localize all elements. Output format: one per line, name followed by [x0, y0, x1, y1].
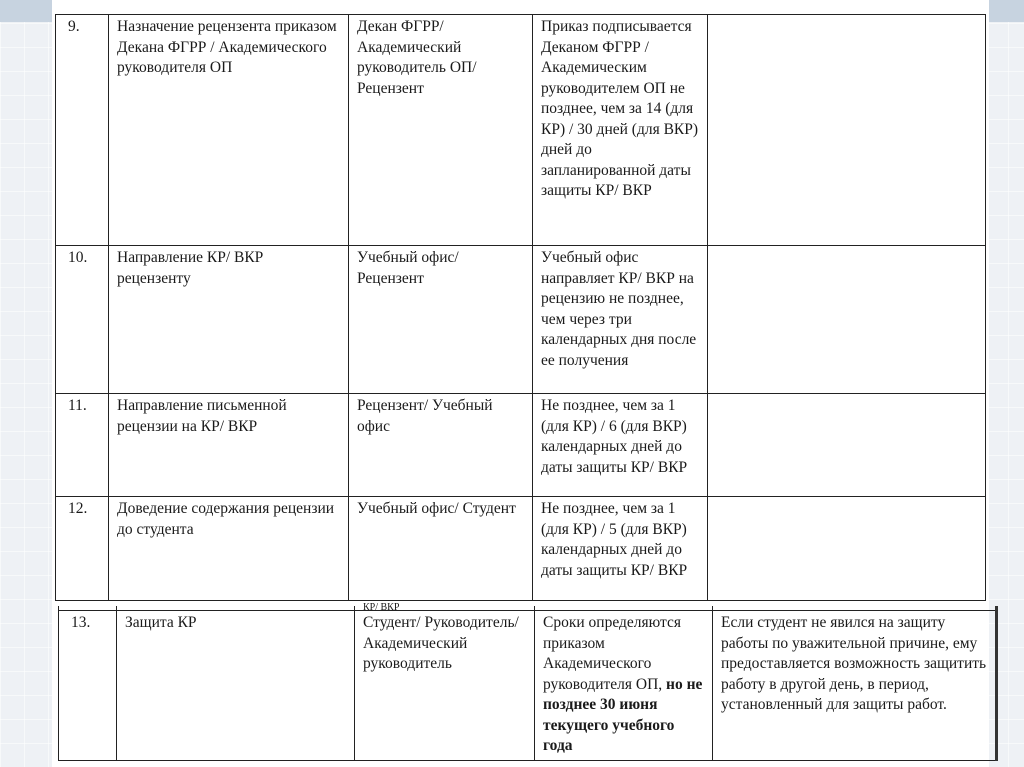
stage-cell: Защита КР	[117, 611, 355, 761]
responsible-cell: Рецензент/ Учебный офис	[349, 394, 533, 497]
table-row	[56, 246, 986, 394]
stage-cell: Назначение рецензента приказом Декана ФГРР / Академического руководителя ОП	[109, 15, 349, 246]
stage-cell: Доведение содержания рецензии до студента	[109, 497, 349, 601]
table-row	[56, 15, 986, 246]
note-cell	[708, 394, 986, 497]
note-cell: Если студент не явился на защиту работы по уважительной причине, ему предоставляется возможность защитить работу в другой день, в период, установленный для защиты работ.	[713, 611, 997, 761]
table-row	[56, 394, 986, 497]
deadline-text: Сроки определяются приказом Академического руководителя ОП,	[543, 614, 681, 693]
note-cell	[708, 497, 986, 601]
deadline-cell: Не позднее, чем за 1 (для КР) / 6 (для ВКР) календарных дней до даты защиты КР/ ВКР	[533, 394, 708, 497]
deadline-cell: Не позднее, чем за 1 (для КР) / 5 (для ВКР) календарных дней до даты защиты КР/ ВКР	[533, 497, 708, 601]
row-number: 12.	[56, 497, 109, 601]
row-number: 13.	[59, 611, 117, 761]
responsible-cell: Учебный офис/ Студент	[349, 497, 533, 601]
responsible-cell: Учебный офис/ Рецензент	[349, 246, 533, 394]
deadline-bold-text: но не позднее 30 июня текущего учебного года	[543, 675, 703, 754]
deadline-cell: Приказ подписывается Деканом ФГРР / Академическим руководителем ОП не позднее, чем за 14 (для КР) / 30 дней (для ВКР) дней до запланированной даты защиты КР/ ВКР	[533, 15, 708, 246]
note-cell	[708, 246, 986, 394]
clipped-text: КР/ ВКР	[355, 606, 535, 611]
responsible-cell: Студент/ Руководитель/ Академический руководитель	[355, 611, 535, 761]
procedure-table-upper	[55, 14, 986, 601]
procedure-table-lower	[58, 602, 998, 761]
responsible-cell: Декан ФГРР/ Академический руководитель ОП/ Рецензент	[349, 15, 533, 246]
deadline-cell	[535, 611, 713, 761]
row-number: 10.	[56, 246, 109, 394]
table-row	[59, 611, 997, 761]
note-cell	[708, 15, 986, 246]
stage-cell: Направление письменной рецензии на КР/ ВКР	[109, 394, 349, 497]
deadline-cell: Учебный офис направляет КР/ ВКР на рецензию не позднее, чем через три календарных дня после ее получения	[533, 246, 708, 394]
row-number: 9.	[56, 15, 109, 246]
row-number: 11.	[56, 394, 109, 497]
table-row	[56, 497, 986, 601]
stage-cell: Направление КР/ ВКР рецензенту	[109, 246, 349, 394]
